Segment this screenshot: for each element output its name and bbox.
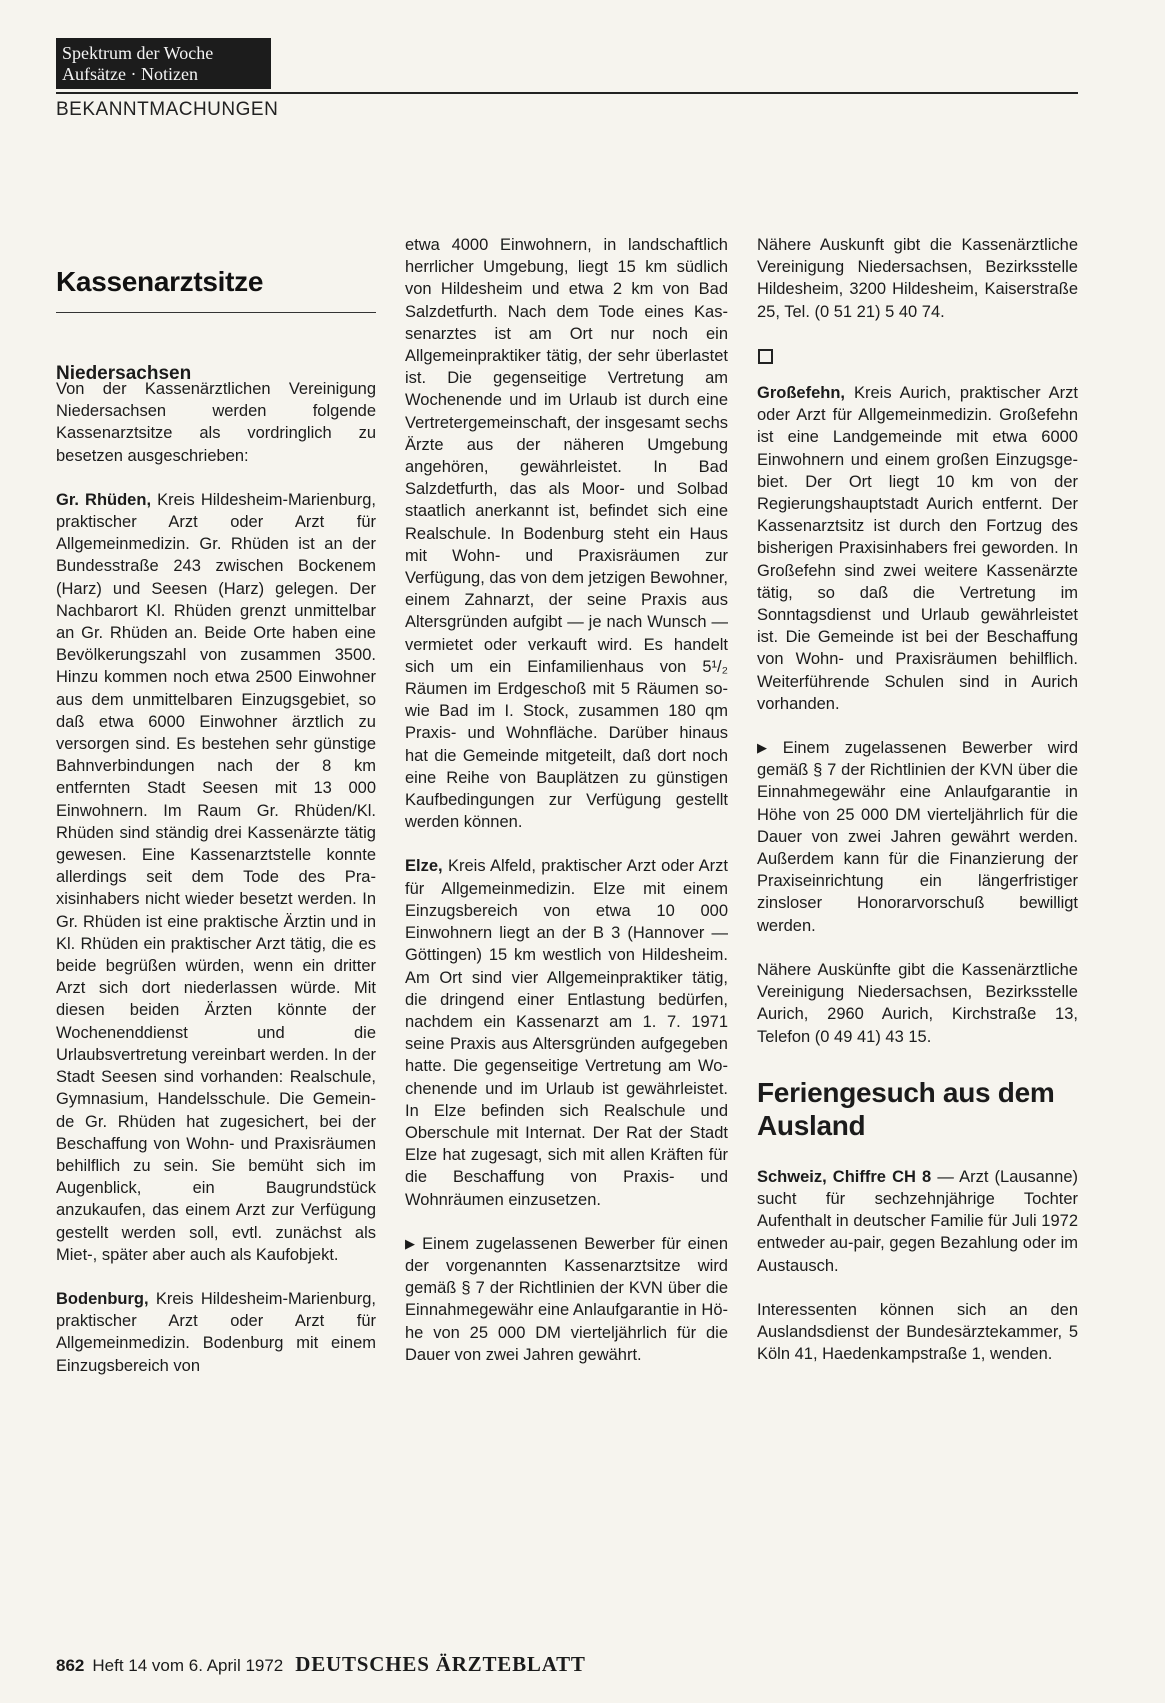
arrow-icon: ▶ <box>757 740 778 756</box>
listing-text: Kreis Hildesheim-Marienburg, praktischer Arzt oder Arzt für Allgemeinmedizin. Bodenburg mit einem Einzugsbereich von <box>56 1289 376 1375</box>
contact-auslandsdienst: Interessenten können sich an den Auslandsdienst der Bundesärztekammer, 5 Köln 41, Haedenkampstraße 1, wenden. <box>757 1300 1078 1364</box>
contact-aurich: Nähere Auskünfte gibt die Kassenärztliche Vereinigung Niedersachsen, Bezirksstelle Aurich, 2960 Aurich, Kirchstraße 13, Telefon (0 49 41) 43 15. <box>757 960 1078 1046</box>
listing-elze <box>405 855 728 1210</box>
intro-paragraph: Von der Kassenärztlichen Vereinigung Niedersachsen werden folgende Kassenarztsitze als vordringlich zu besetzen ausgeschrieben: <box>56 380 376 465</box>
region-heading: Niedersachsen <box>56 363 192 384</box>
listing-name: Großefehn, <box>757 384 846 403</box>
article2-title: Feriengesuch aus dem Ausland <box>757 1076 1055 1141</box>
guarantee-note-2: ▶ Einem zugelassenen Bewerber wird gemäß § 7 der Richtlinien der KVN über die Einnahmegewähr eine Anlaufgarantie in Höhe von 25 000 DM vierteljährlich für die Dauer von zwei Jahren gewährt werden. Außerdem kann für die Finanzierung der Praxiseinrichtung ein längerfristiger zinsloser Honorarvorschuß bewilligt werden. <box>757 739 1079 935</box>
page-number: 862 <box>56 1656 85 1675</box>
column-3 <box>757 234 1078 1387</box>
listing-text: Kreis Aurich, praktischer Arzt oder Arzt für Allgemeinmedizin. Großefehn ist eine Landgemeinde mit etwa 6000 Einwohnern und einem großen Einzugsgebiet. Der Ort liegt 10 km von der Regierungshauptstadt Aurich entfernt. Der Kassenarztsitz ist durch den Fortzug des bisherigen Praxisinhabers frei geworden. In Großefehn sind zwei weitere Kassenärzte tätig, so daß die Vertretung im Sonntagsdienst und Urlaub gewährleistet ist. Die Gemeinde ist bei der Beschaffung von Wohn- und Praxisräumen behilflich. Weiterführende Schulen sind in Aurich vorhanden. <box>757 384 1078 713</box>
guarantee-note-1: ▶ Einem zugelassenen Bewerber für einen der vorgenannten Kassenarztsitze wird gemäß § 7 der Richtlinien der KVN über die Einnahmegewähr eine Anlaufgarantie in Höhe von 25 000 DM vierteljährlich für die Dauer von zwei Jahren gewährt. <box>405 1234 728 1364</box>
page-footer <box>56 1652 586 1677</box>
rubric-box <box>56 38 271 89</box>
column-1 <box>56 378 376 1399</box>
listing-gr-rhueden <box>56 489 376 1266</box>
column-2 <box>405 234 728 1388</box>
rubric-line-2: Aufsätze · Notizen <box>62 64 198 84</box>
arrow-icon: ▶ <box>405 1235 418 1251</box>
issue-info: Heft 14 vom 6. April 1972 <box>92 1656 284 1675</box>
contact-hildesheim: Nähere Auskunft gibt die Kassenärztliche Vereinigung Niedersachsen, Bezirksstelle Hildesheim, 3200 Hildesheim, Kaiserstraße 25, Tel. (0 51 21) 5 40 74. <box>757 236 1078 321</box>
section-label: BEKANNTMACHUNGEN <box>56 99 279 120</box>
listing-text: — Arzt (Lausanne) sucht für sechzehnjährige Tochter Aufenthalt in deutscher Familie für Juli 1972 entweder au-pair, gegen Bezahlung oder im Austausch. <box>757 1167 1079 1275</box>
listing-schweiz <box>757 1166 1078 1277</box>
rubric-line-1: Spektrum der Woche <box>62 43 214 63</box>
listing-name: Elze, <box>405 857 443 876</box>
square-icon <box>758 349 773 364</box>
title-rule <box>56 312 376 313</box>
listing-name: Bodenburg, <box>56 1289 149 1308</box>
separator <box>757 345 1078 370</box>
listing-continued: etwa 4000 Einwohnern, in landschaftlich herrlicher Umgebung, liegt 15 km südlich von Hildesheim und etwa 2 km von Bad Salzdetfurth. Nach dem Tode eines Kassenarztes ist am Ort nur noch ein Allgemeinpraktiker tätig, der sehr überlastet ist. Die gegenseitige Vertretung am Wochenende und im Urlaub ist durch eine Vertretergemeinschaft, der insgesamt sechs Ärzte aus der näheren Umgebung angehören, gewährleistet. In Bad Salzdetfurth, das als Moor- und Solbad staatlich anerkannt ist, befindet sich eine Realschule. In Bodenburg steht ein Haus mit Wohn- und Praxisräumen zur Verfügung, das von dem jetzigen Bewohner, einem Zahnarzt, der seine Praxis aus Altersgründen aufgibt — je nach Wunsch — vermietet oder verkauft wird. Es handelt sich um ein Einfamilienhaus von 5¹/₂ Räumen im Erdgeschoß mit 5 Räumen sowie Bad im I. Stock, zusammen 180 qm Praxis- und Wohnfläche. Darüber hinaus hat die Gemeinde mitgeteilt, daß dort noch eine Reihe von Bauplätzen zu günstigen Kaufbedingungen zur Verfügung gestellt werden können. <box>405 236 728 832</box>
listing-name: Gr. Rhüden, <box>56 490 152 509</box>
listing-text: Kreis Hildesheim-Marienburg, praktischer Arzt oder Arzt für Allgemeinmedizin. Gr. Rhüden ist an der Bundesstraße 243 zwischen Bockenem (Harz) und Seesen (Harz) gelegen. Der Nachbarort Kl. Rhüden grenzt unmittelbar an Gr. Rhüden an. Beide Orte haben eine Bevölkerungszahl von zusammen 3500. Hinzu kommen noch etwa 2500 Einwohner aus dem unmittelbaren Einzugsgebiet, so daß etwa 6000 Einwohner ärztlich zu versorgen sind. Es bestehen sehr günstige Bahnverbindungen nach der 8 km entfernten Stadt Seesen mit 13 000 Einwohnern. Im Raum Gr. Rhüden/Kl. Rhüden sind ständig drei Kassenärzte tätig gewesen. Eine Kassenarztstelle konnte allerdings seit dem Tode des Praxisinhabers nicht wieder besetzt werden. In Gr. Rhüden ist eine praktische Ärztin und in Kl. Rhüden ein praktischer Arzt tätig, die es beide begrüßen würden, wenn ein dritter Arzt sich dort niederlassen würde. Mit diesen beiden Ärzten könnte der Wochenenddienst und die Urlaubsvertretung vereinbart werden. In der Stadt Seesen sind vorhanden: Realschule, Gymnasium, Handelsschule. Die Gemeinde Gr. Rhüden hat zugesichert, bei der Beschaffung von Wohn- und Praxisräumen behilflich zu sein. Sie bemüht sich im Augenblick, ein Baugrundstück anzukaufen, das einem Arzt zur Verfügung gestellt werden soll, evtl. zunächst als Miet-, später aber auch als Kaufobjekt. <box>56 490 376 1264</box>
listing-text: Kreis Alfeld, praktischer Arzt oder Arzt für Allgemeinmedizin. Elze mit einem Einzugsbereich von etwa 10 000 Einwohnern liegt an der B 3 (Hannover — Göttingen) 15 km westlich von Hildesheim. Am Ort sind vier Allgemeinpraktiker tätig, die dringend einer Entlastung bedürfen, nachdem ein Kassenarzt am 1. 7. 1971 seine Praxis aus Altersgründen aufgegeben hatte. Die gegenseitige Vertretung am Wochenende und im Urlaub ist gewährleistet. In Elze befinden sich Realschule und Oberschule mit Internat. Der Rat der Stadt Elze hat zugesagt, sich mit allen Kräften für die Beschaffung von Praxis- und Wohnräumen einzusetzen. <box>405 857 728 1209</box>
listing-name: Schweiz, Chiffre CH 8 <box>757 1167 932 1186</box>
listing-grossefehn <box>757 382 1078 715</box>
listing-bodenburg <box>56 1288 376 1377</box>
article-title: Kassenarztsitze <box>56 266 264 297</box>
magazine-name: DEUTSCHES ÄRZTEBLATT <box>295 1652 586 1676</box>
header-rule <box>56 92 1078 94</box>
